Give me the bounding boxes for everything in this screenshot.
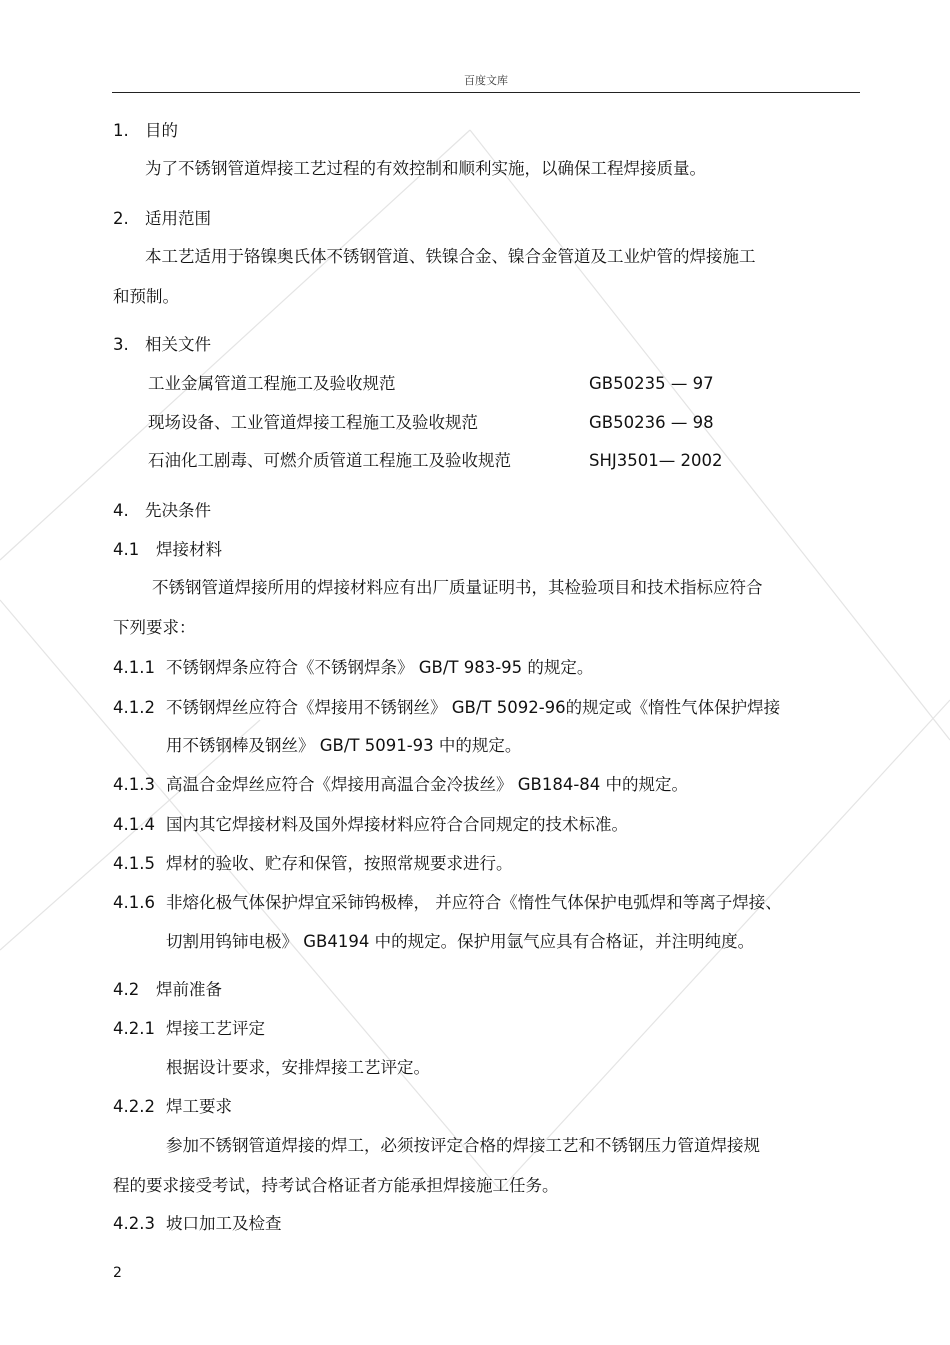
section-4-number: 4. xyxy=(113,501,129,520)
section-2-body-line-2: 和预制。 xyxy=(113,287,179,306)
reference-doc-code: GB50235 — 97 xyxy=(589,374,714,393)
item-text: 国内其它焊接材料及国外焊接材料应符合合同规定的技术标准。 xyxy=(166,815,628,834)
section-1-title: 目的 xyxy=(145,121,178,140)
item-text: 焊材的验收、贮存和保管，按照常规要求进行。 xyxy=(166,854,513,873)
header-rule xyxy=(112,92,860,93)
item-text: 不锈钢焊丝应符合《焊接用不锈钢丝》 GB/T 5092-96的规定或《惰性气体保护焊接 xyxy=(166,698,781,717)
section-2-body-line-1: 本工艺适用于铬镍奥氏体不锈钢管道、铁镍合金、镍合金管道及工业炉管的焊接施工 xyxy=(145,247,756,266)
subsection-4-2-number: 4.2 xyxy=(113,980,140,999)
subsection-4-2-1-body: 根据设计要求，安排焊接工艺评定。 xyxy=(166,1058,430,1077)
subsection-4-2-2-body-line-2: 程的要求接受考试，持考试合格证者方能承担焊接施工任务。 xyxy=(113,1176,559,1195)
reference-doc-name: 石油化工剧毒、可燃介质管道工程施工及验收规范 xyxy=(148,451,511,470)
item-text-continued: 切割用钨铈电极》 GB4194 中的规定。保护用氩气应具有合格证，并注明纯度。 xyxy=(166,932,755,951)
reference-doc-code: GB50236 — 98 xyxy=(589,413,714,432)
item-number: 4.1.3 xyxy=(113,775,155,794)
subsection-4-2-2-body-line-1: 参加不锈钢管道焊接的焊工，必须按评定合格的焊接工艺和不锈钢压力管道焊接规 xyxy=(166,1136,760,1155)
item-text: 高温合金焊丝应符合《焊接用高温合金冷拔丝》 GB184-84 中的规定。 xyxy=(166,775,689,794)
item-number: 4.1.4 xyxy=(113,815,155,834)
section-3-number: 3. xyxy=(113,335,129,354)
item-number: 4.1.2 xyxy=(113,698,155,717)
subsection-4-2-title: 焊前准备 xyxy=(156,980,222,999)
item-text: 非熔化极气体保护焊宜采铈钨极棒， 并应符合《惰性气体保护电弧焊和等离子焊接、 xyxy=(166,893,782,912)
item-text-continued: 用不锈钢棒及钢丝》 GB/T 5091-93 中的规定。 xyxy=(166,736,522,755)
subsection-4-1-number: 4.1 xyxy=(113,540,140,559)
section-2-title: 适用范围 xyxy=(145,209,211,228)
subsection-4-2-3-number: 4.2.3 xyxy=(113,1214,155,1233)
page-number: 2 xyxy=(113,1265,122,1281)
section-2-number: 2. xyxy=(113,209,129,228)
section-1-body: 为了不锈钢管道焊接工艺过程的有效控制和顺利实施，以确保工程焊接质量。 xyxy=(145,159,706,178)
subsection-4-1-body-line-2: 下列要求： xyxy=(113,618,196,637)
section-1-number: 1. xyxy=(113,121,129,140)
page-header: 百度文库 xyxy=(464,74,508,87)
subsection-4-1-body-line-1: 不锈钢管道焊接所用的焊接材料应有出厂质量证明书，其检验项目和技术指标应符合 xyxy=(152,578,763,597)
subsection-4-2-2-title: 焊工要求 xyxy=(166,1097,232,1116)
item-number: 4.1.6 xyxy=(113,893,155,912)
subsection-4-2-1-number: 4.2.1 xyxy=(113,1019,155,1038)
subsection-4-1-title: 焊接材料 xyxy=(156,540,222,559)
reference-doc-name: 现场设备、工业管道焊接工程施工及验收规范 xyxy=(148,413,478,432)
section-3-title: 相关文件 xyxy=(145,335,211,354)
item-text: 不锈钢焊条应符合《不锈钢焊条》 GB/T 983-95 的规定。 xyxy=(166,658,594,677)
item-number: 4.1.5 xyxy=(113,854,155,873)
subsection-4-2-1-title: 焊接工艺评定 xyxy=(166,1019,265,1038)
reference-doc-name: 工业金属管道工程施工及验收规范 xyxy=(148,374,396,393)
subsection-4-2-2-number: 4.2.2 xyxy=(113,1097,155,1116)
section-4-title: 先决条件 xyxy=(145,501,211,520)
item-number: 4.1.1 xyxy=(113,658,155,677)
subsection-4-2-3-title: 坡口加工及检查 xyxy=(166,1214,282,1233)
reference-doc-code: SHJ3501— 2002 xyxy=(589,451,723,470)
